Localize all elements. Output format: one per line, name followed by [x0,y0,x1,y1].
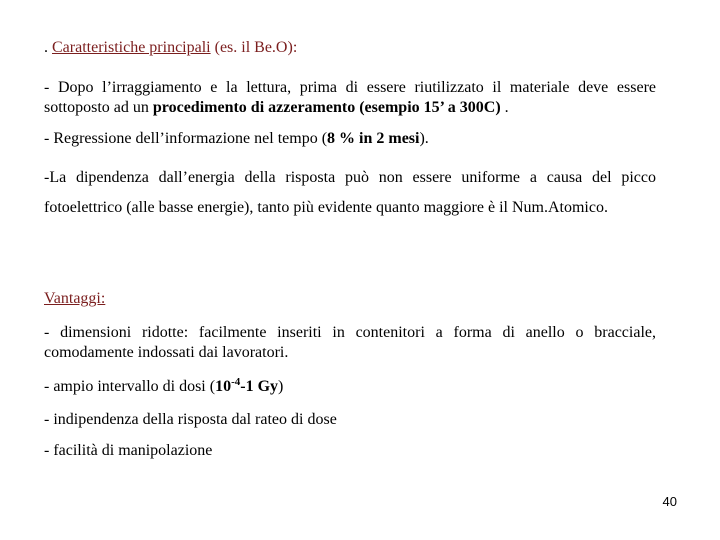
dose-range-text: - ampio intervallo di dosi ( [44,378,216,395]
features-label: Caratteristiche principali [52,39,211,56]
reset-procedure-text: - Dopo l’irraggiamento e la lettura, prima di essere riutilizzato il materiale deve essere sottoposto ad un [44,79,656,116]
energy-dependence-paragraph [44,163,656,223]
dose-range-exponent: -4 [231,376,241,388]
features-prefix: . [44,39,52,56]
dose-range-rest: -1 Gy [240,378,279,395]
dose-rate-paragraph [44,410,656,430]
fading-paragraph [44,129,656,149]
reset-procedure-bold: procedimento di azzeramento (esempio 15’ a 300C) [152,99,501,116]
dose-range-base: 10 [215,378,232,395]
size-advantage-text: - dimensioni ridotte: facilmente inseriti in contenitori a forma di anello o bracciale, comodamente indossati dai lavoratori. [44,324,656,361]
size-advantage-paragraph [44,323,656,363]
dose-rate-text: - indipendenza della risposta dal rateo di dose [44,411,337,428]
page-number: 40 [662,494,677,509]
energy-dependence-text: -La dipendenza dall’energia della risposta può non essere uniforme a causa del picco fotoelettrico (alle basse energie), tanto più evidente quanto maggiore è il Num.Atomico. [44,169,656,216]
advantages-heading [44,289,656,309]
dose-range-end: ) [278,378,284,395]
handling-paragraph [44,441,656,461]
reset-procedure-end: . [500,99,509,116]
fading-bold: 8 % in 2 mesi [327,130,420,147]
dose-range-paragraph [44,377,656,397]
features-suffix: (es. il Be.O): [210,39,298,56]
fading-end: ). [419,130,429,147]
features-heading [44,38,656,58]
handling-text: - facilità di manipolazione [44,442,213,459]
fading-text: - Regressione dell’informazione nel tempo ( [44,130,328,147]
advantages-label: Vantaggi: [44,290,106,307]
reset-procedure-paragraph [44,78,656,118]
